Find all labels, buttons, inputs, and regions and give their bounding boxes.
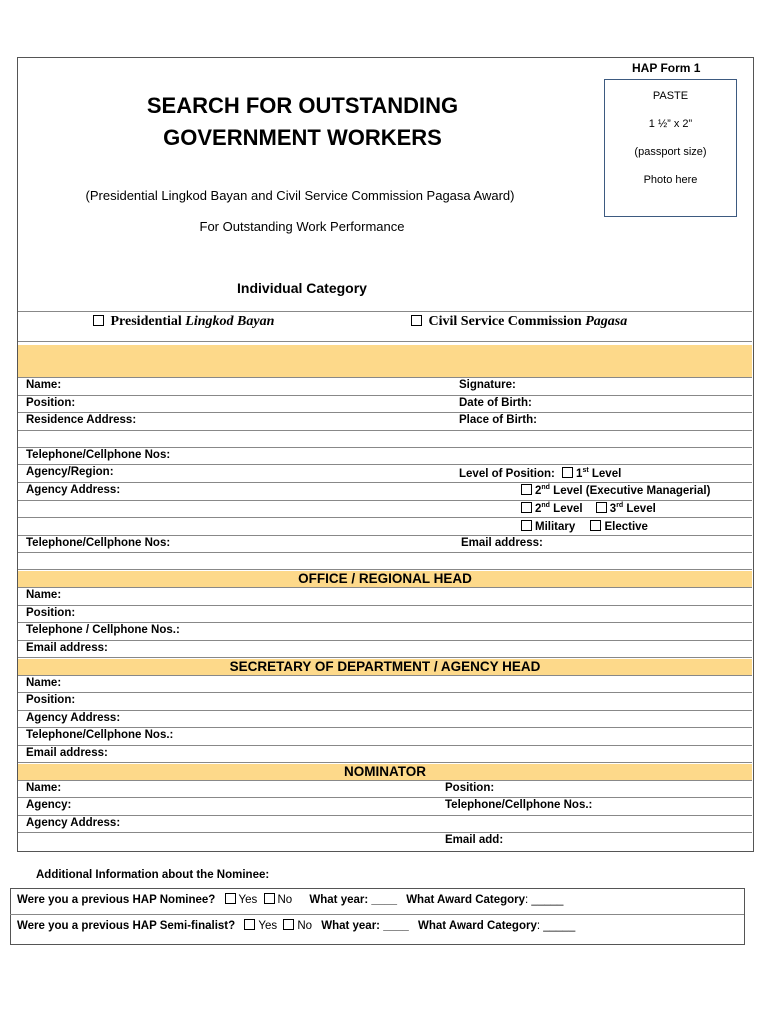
q2-yes-label: Yes <box>258 920 278 932</box>
nominator-position-label: Position: <box>445 782 495 794</box>
q1-award-blank[interactable]: : _____ <box>525 894 564 906</box>
office-head-telephone-label: Telephone / Cellphone Nos.: <box>26 624 180 636</box>
lingkod-bayan-checkbox[interactable] <box>93 315 104 326</box>
photo-passport-label: (passport size) <box>634 146 707 158</box>
level-3-sup: rd <box>616 502 624 510</box>
military-checkbox[interactable] <box>521 520 532 531</box>
question-previous-semifinalist <box>17 919 575 932</box>
office-head-heading: OFFICE / REGIONAL HEAD <box>18 571 752 587</box>
level-2a-sup: nd <box>541 484 550 492</box>
level-3-label: Level <box>623 503 656 515</box>
level-2b-label: Level <box>549 503 583 515</box>
nominee-email-label: Email address: <box>461 537 543 549</box>
additional-info-heading: Additional Information about the Nominee: <box>36 869 270 881</box>
office-head-position-label: Position: <box>26 607 76 619</box>
nominee-residence-label: Residence Address: <box>26 414 137 426</box>
level-1-label: Level <box>588 468 622 480</box>
secretary-position-label: Position: <box>26 694 76 706</box>
q1-label: Were you a previous HAP Nominee? <box>17 894 216 906</box>
secretary-telephone-label: Telephone/Cellphone Nos.: <box>26 729 174 741</box>
nominee-section-band <box>18 345 752 377</box>
form-code: HAP Form 1 <box>632 61 701 75</box>
photo-here-label: Photo here <box>643 174 698 186</box>
nominee-signature-label: Signature: <box>459 379 516 391</box>
nominator-heading: NOMINATOR <box>18 764 752 780</box>
elective-label: Elective <box>604 521 648 533</box>
title-line-2: GOVERNMENT WORKERS <box>163 125 442 150</box>
nominee-dob-label: Date of Birth: <box>459 397 532 409</box>
level-2-executive-checkbox[interactable] <box>521 484 532 495</box>
category-heading: Individual Category <box>237 280 367 296</box>
nominator-agency-address-label: Agency Address: <box>26 817 121 829</box>
q1-what-year[interactable]: What year: ____ <box>309 894 397 906</box>
level-3-num: 3 <box>609 503 617 515</box>
q2-label: Were you a previous HAP Semi-finalist? <box>17 920 236 932</box>
nominator-email-label: Email add: <box>445 834 504 846</box>
level-2b-num: 2 <box>535 503 542 515</box>
q2-what-award: What Award Category <box>418 920 537 932</box>
secretary-agency-address-label: Agency Address: <box>26 712 121 724</box>
nominee-pob-label: Place of Birth: <box>459 414 537 426</box>
award-option-pagasa[interactable] <box>411 314 627 330</box>
subtitle-2: For Outstanding Work Performance <box>199 219 405 234</box>
pagasa-checkbox[interactable] <box>411 315 422 326</box>
level-2a-num: 2 <box>535 485 542 497</box>
level-of-position <box>459 467 621 480</box>
office-head-email-label: Email address: <box>26 642 108 654</box>
level-2-executive <box>521 484 710 497</box>
q2-yes-checkbox[interactable] <box>244 919 255 930</box>
nominee-telephone-2-label: Telephone/Cellphone Nos: <box>26 537 171 549</box>
nominee-agency-region-label: Agency/Region: <box>26 466 114 478</box>
page-title <box>60 90 545 154</box>
q1-yes-label: Yes <box>238 894 258 906</box>
subtitle: (Presidential Lingkod Bayan and Civil Service Commission Pagasa Award) <box>85 188 515 203</box>
nominee-name-label: Name: <box>26 379 62 391</box>
nominator-telephone-label: Telephone/Cellphone Nos.: <box>445 799 593 811</box>
photo-placeholder <box>604 79 737 217</box>
award-option-2-label: Civil Service Commission <box>428 314 586 329</box>
level-2a-label: Level (Executive Managerial) <box>549 485 711 497</box>
award-option-lingkod-bayan[interactable] <box>93 314 274 330</box>
level-1-num: 1 <box>576 468 583 480</box>
q2-no-checkbox[interactable] <box>283 919 294 930</box>
elective-checkbox[interactable] <box>590 520 601 531</box>
title-line-1: SEARCH FOR OUTSTANDING <box>146 93 459 118</box>
q2-no-label: No <box>297 920 313 932</box>
level-1-checkbox[interactable] <box>562 467 573 478</box>
secretary-name-label: Name: <box>26 677 62 689</box>
level-2b-sup: nd <box>541 502 550 510</box>
secretary-email-label: Email address: <box>26 747 108 759</box>
office-head-name-label: Name: <box>26 589 62 601</box>
q2-award-blank[interactable]: : _____ <box>536 920 576 932</box>
military-label: Military <box>535 521 576 533</box>
nominator-agency-label: Agency: <box>26 799 72 811</box>
level-of-position-label: Level of Position: <box>459 468 555 480</box>
photo-paste-label: PASTE <box>652 90 689 102</box>
q1-no-label: No <box>277 894 293 906</box>
nominator-name-label: Name: <box>26 782 62 794</box>
photo-size-label: 1 ½” x 2” <box>648 118 693 130</box>
nominee-telephone-label: Telephone/Cellphone Nos: <box>26 449 171 461</box>
nominee-position-label: Position: <box>26 397 76 409</box>
nominee-agency-address-label: Agency Address: <box>26 484 121 496</box>
award-option-1-label: Presidential <box>110 314 186 329</box>
q2-what-year[interactable]: What year: ____ <box>321 920 409 932</box>
military-elective <box>521 520 648 533</box>
award-option-1-italic: Lingkod Bayan <box>185 314 275 329</box>
q1-yes-checkbox[interactable] <box>225 893 236 904</box>
q1-no-checkbox[interactable] <box>264 893 275 904</box>
level-3-checkbox[interactable] <box>596 502 607 513</box>
secretary-heading: SECRETARY OF DEPARTMENT / AGENCY HEAD <box>18 659 752 675</box>
level-2-checkbox[interactable] <box>521 502 532 513</box>
level-2-3 <box>521 502 656 515</box>
q1-what-award: What Award Category <box>406 894 526 906</box>
level-1-sup: st <box>582 467 589 475</box>
award-option-2-italic: Pagasa <box>585 314 628 329</box>
question-previous-nominee <box>17 893 563 906</box>
